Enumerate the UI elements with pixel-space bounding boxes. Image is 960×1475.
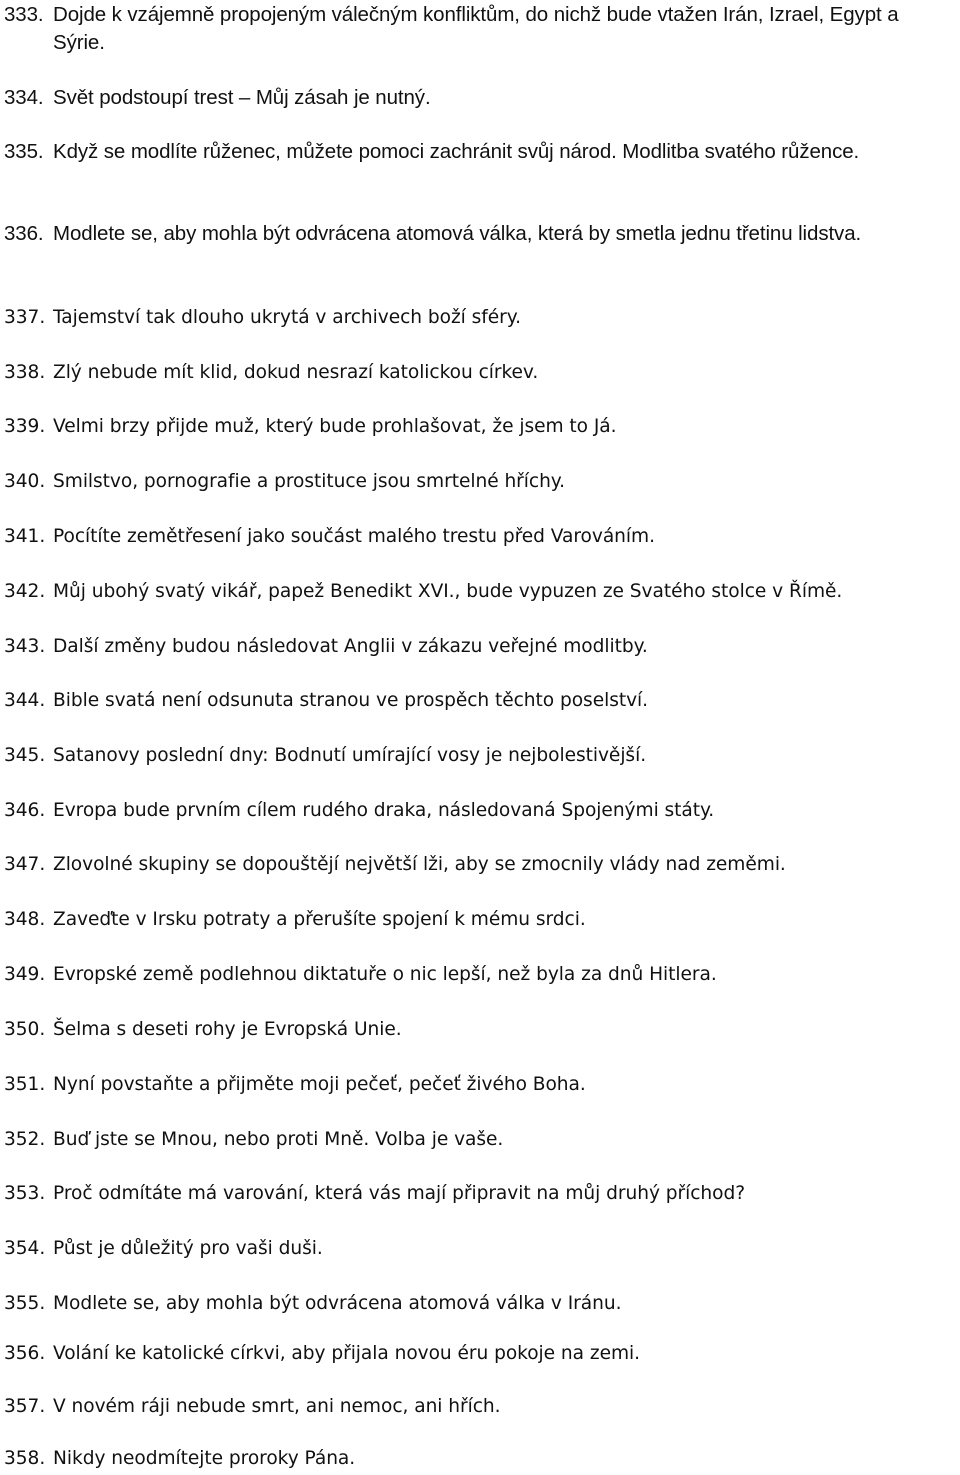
list-item xyxy=(4,687,954,715)
list-item xyxy=(4,961,954,989)
item-number: 353. xyxy=(4,1183,46,1204)
item-text: Modlete se, aby mohla být odvrácena atomová válka v Iránu. xyxy=(53,1293,622,1314)
item-number: 335. xyxy=(4,140,44,163)
item-number: 334. xyxy=(4,86,44,109)
item-text: Smilstvo, pornografie a prostituce jsou smrtelné hříchy. xyxy=(53,471,565,492)
item-number: 356. xyxy=(4,1343,46,1364)
item-text: Buď jste se Mnou, nebo proti Mně. Volba je vaše. xyxy=(53,1129,504,1150)
item-text: Volání ke katolické církvi, aby přijala novou éru pokoje na zemi. xyxy=(53,1343,641,1364)
item-number: 333. xyxy=(4,3,44,26)
list-item xyxy=(4,1126,954,1154)
list-item xyxy=(4,1,954,57)
list-item xyxy=(4,578,954,606)
list-item xyxy=(4,84,954,112)
item-text: Dojde k vzájemně propojeným válečným konfliktům, do nichž bude vtažen Irán, Izrael, Egypt a Sýrie. xyxy=(53,3,899,54)
list-item xyxy=(4,1235,954,1263)
item-text: Další změny budou následovat Anglii v zákazu veřejné modlitby. xyxy=(53,636,648,657)
list-item xyxy=(4,742,954,770)
item-number: 345. xyxy=(4,745,46,766)
item-number: 350. xyxy=(4,1019,46,1040)
item-number: 337. xyxy=(4,307,46,328)
item-number: 358. xyxy=(4,1448,46,1469)
list-item xyxy=(4,304,954,332)
item-number: 342. xyxy=(4,581,46,602)
list-item xyxy=(4,359,954,387)
item-text: Zaveďte v Irsku potraty a přerušíte spojení k mému srdci. xyxy=(53,909,586,930)
item-number: 343. xyxy=(4,636,46,657)
item-number: 346. xyxy=(4,800,46,821)
item-number: 352. xyxy=(4,1129,46,1150)
item-text: Když se modlíte růženec, můžete pomoci zachránit svůj národ. Modlitba svatého růžence. xyxy=(53,140,860,163)
item-text: Pocítíte zemětřesení jako součást malého trestu před Varováním. xyxy=(53,526,655,547)
item-text: Satanovy poslední dny: Bodnutí umírající vosy je nejbolestivější. xyxy=(53,745,647,766)
item-text: Evropa bude prvním cílem rudého draka, následovaná Spojenými státy. xyxy=(53,800,715,821)
list-item xyxy=(4,1445,954,1473)
list-item xyxy=(4,1290,954,1318)
item-number: 336. xyxy=(4,222,44,245)
item-number: 348. xyxy=(4,909,46,930)
list-item xyxy=(4,1071,954,1099)
item-number: 347. xyxy=(4,854,46,875)
list-item xyxy=(4,851,954,879)
list-item xyxy=(4,413,954,441)
list-item xyxy=(4,220,954,248)
item-text: Proč odmítáte má varování, která vás mají připravit na můj druhý příchod? xyxy=(53,1183,746,1204)
item-text: Nikdy neodmítejte proroky Pána. xyxy=(53,1448,356,1469)
item-text: Nyní povstaňte a přijměte moji pečeť, pečeť živého Boha. xyxy=(53,1074,586,1095)
item-text: Evropské země podlehnou diktatuře o nic lepší, než byla za dnů Hitlera. xyxy=(53,964,717,985)
item-number: 341. xyxy=(4,526,46,547)
list-item xyxy=(4,1340,954,1368)
item-text: Svět podstoupí trest – Můj zásah je nutný. xyxy=(53,86,431,109)
list-item xyxy=(4,468,954,496)
list-item xyxy=(4,1180,954,1208)
item-text: Velmi brzy přijde muž, který bude prohlašovat, že jsem to Já. xyxy=(53,416,617,437)
list-item xyxy=(4,906,954,934)
item-text: V novém ráji nebude smrt, ani nemoc, ani hřích. xyxy=(53,1396,501,1417)
item-text: Půst je důležitý pro vaši duši. xyxy=(53,1238,323,1259)
item-text: Zlovolné skupiny se dopouštějí největší lži, aby se zmocnily vlády nad zeměmi. xyxy=(53,854,786,875)
list-item xyxy=(4,523,954,551)
item-text: Bible svatá není odsunuta stranou ve prospěch těchto poselství. xyxy=(53,690,649,711)
item-number: 355. xyxy=(4,1293,46,1314)
item-number: 349. xyxy=(4,964,46,985)
item-number: 351. xyxy=(4,1074,46,1095)
list-item xyxy=(4,138,954,166)
item-text: Tajemství tak dlouho ukrytá v archivech boží sféry. xyxy=(53,307,521,328)
list-item xyxy=(4,797,954,825)
item-text: Modlete se, aby mohla být odvrácena atomová válka, která by smetla jednu třetinu lidstva. xyxy=(53,222,862,245)
item-number: 344. xyxy=(4,690,46,711)
item-text: Šelma s deseti rohy je Evropská Unie. xyxy=(53,1019,402,1040)
item-text: Zlý nebude mít klid, dokud nesrazí katolickou církev. xyxy=(53,362,539,383)
list-item xyxy=(4,1016,954,1044)
list-item xyxy=(4,1393,954,1421)
list-item xyxy=(4,633,954,661)
item-number: 357. xyxy=(4,1396,46,1417)
item-number: 340. xyxy=(4,471,46,492)
item-number: 354. xyxy=(4,1238,46,1259)
item-number: 339. xyxy=(4,416,46,437)
item-number: 338. xyxy=(4,362,46,383)
item-text: Můj ubohý svatý vikář, papež Benedikt XVI., bude vypuzen ze Svatého stolce v Římě. xyxy=(53,581,843,602)
